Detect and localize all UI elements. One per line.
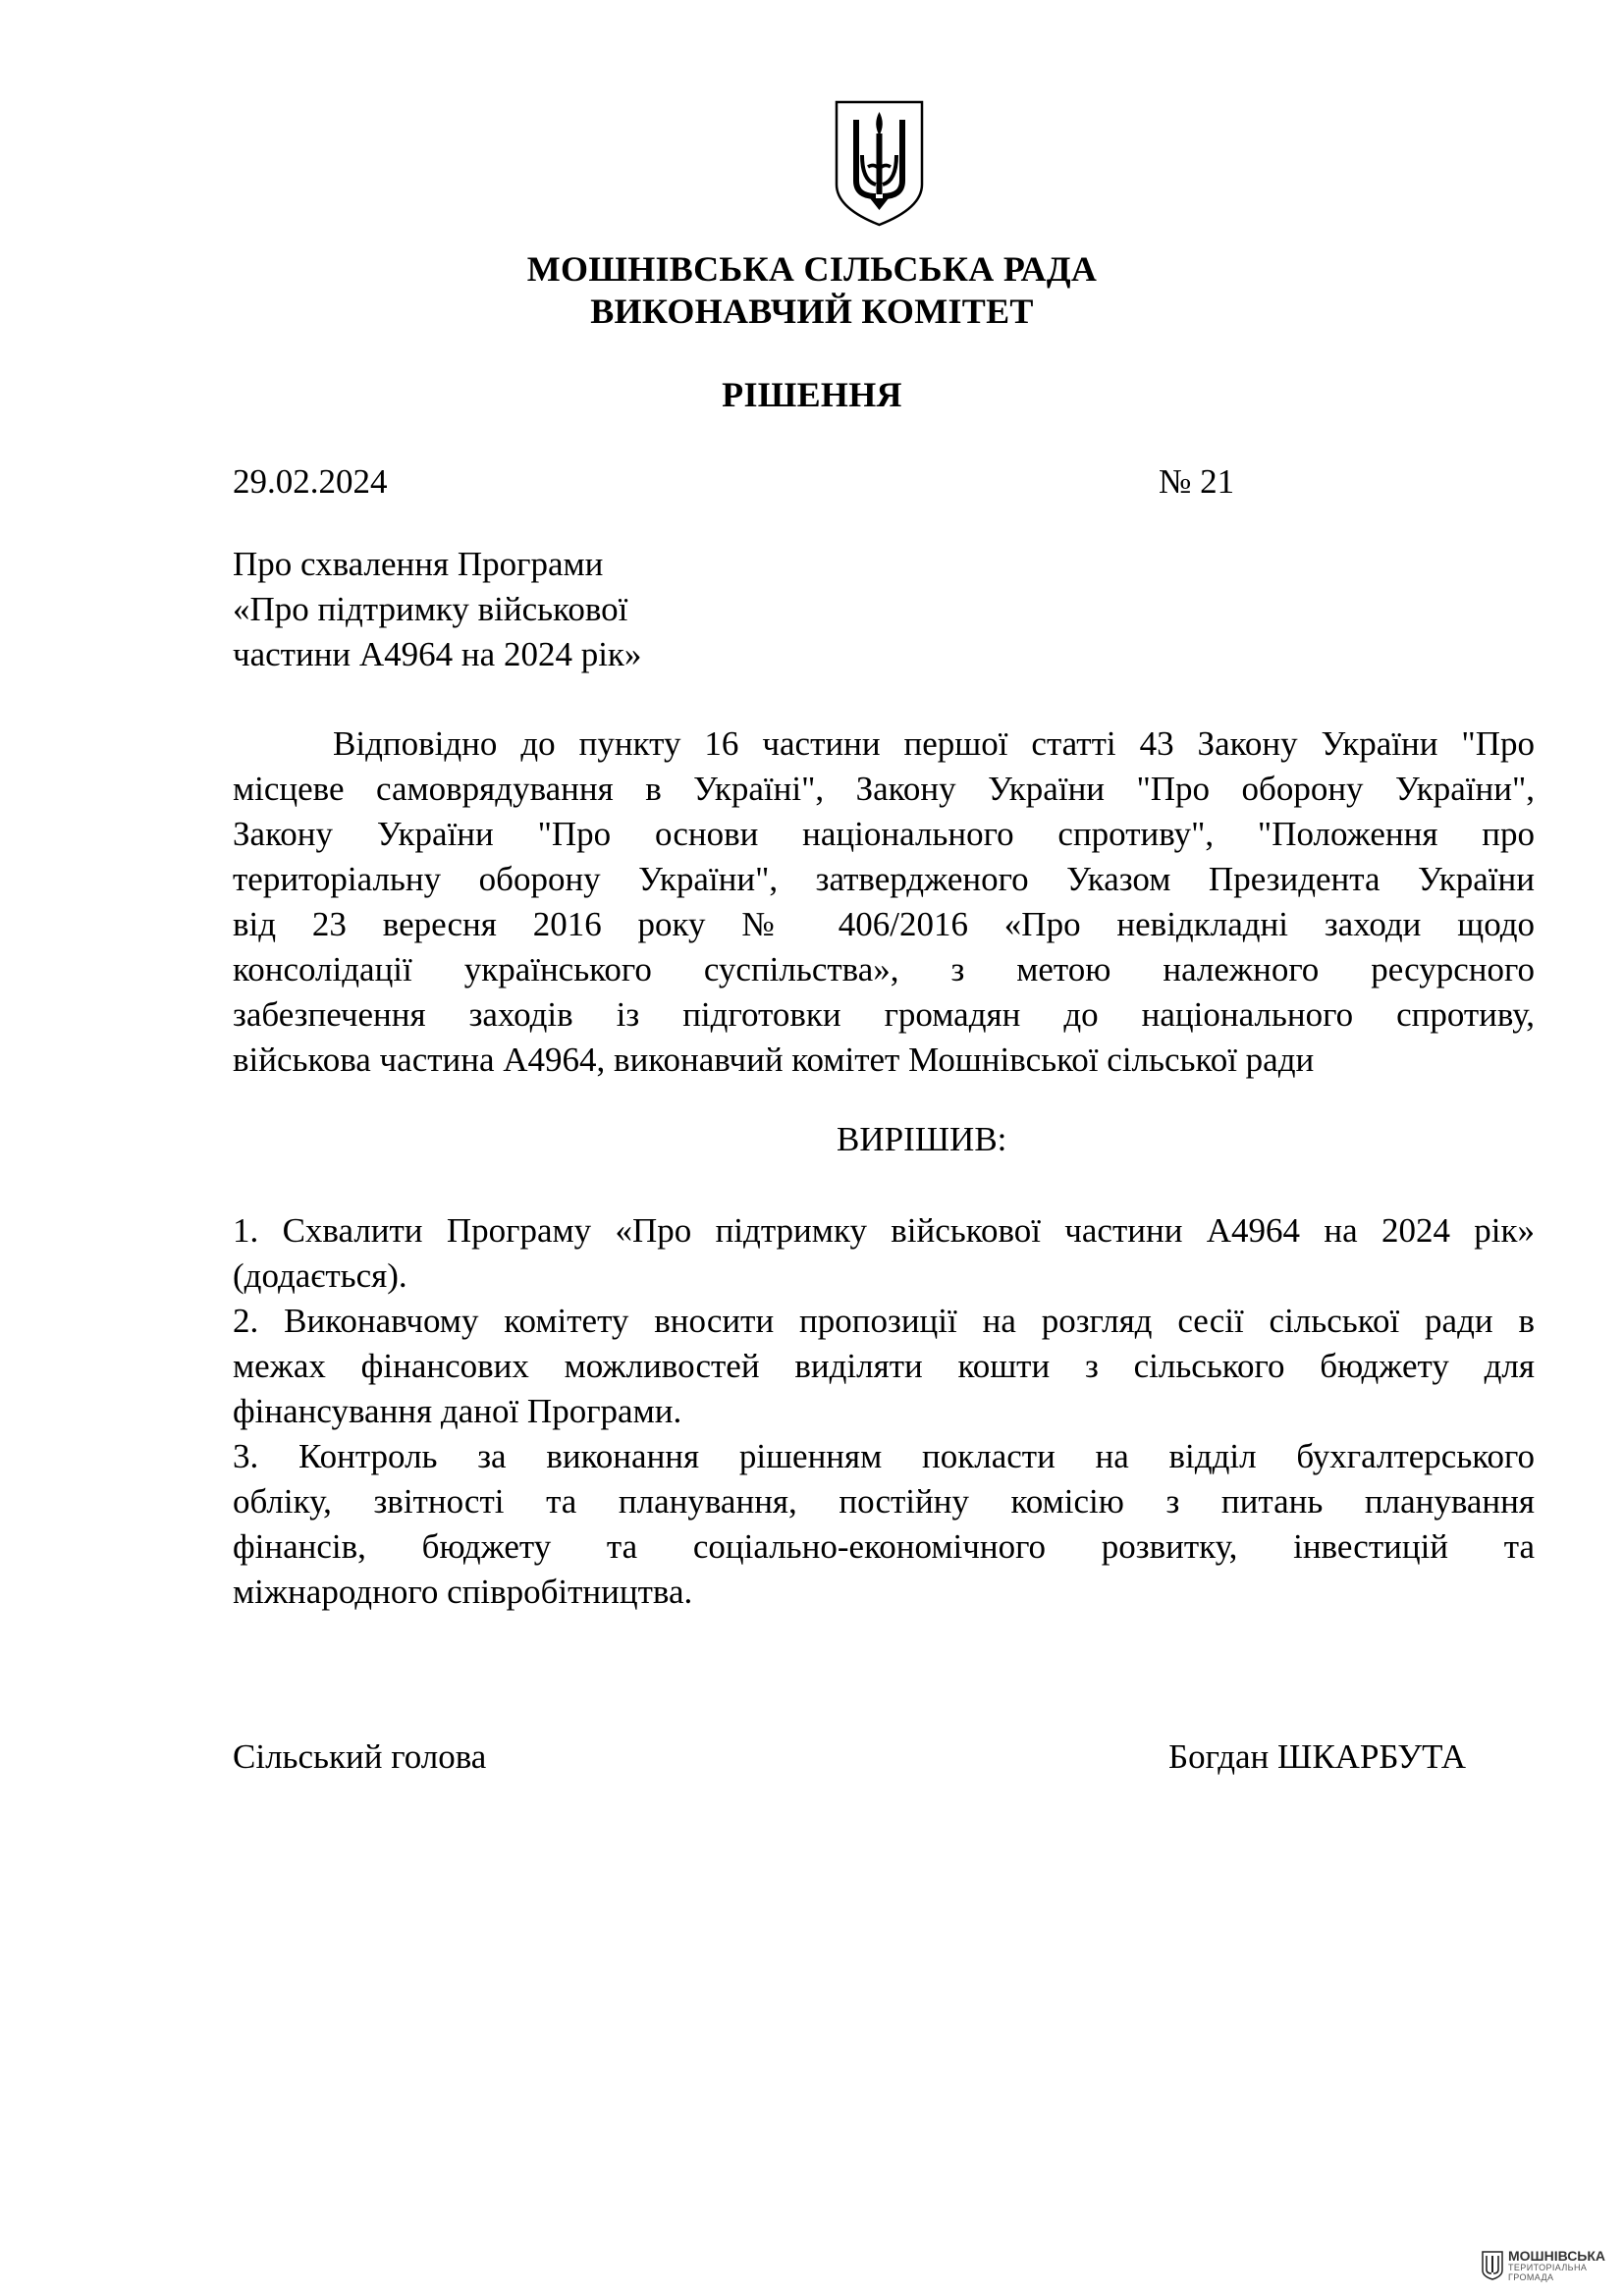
subject-line: «Про підтримку військової <box>233 590 628 628</box>
preamble-line: консолідації українського суспільства», з метою належного ресурсного <box>233 950 1535 988</box>
committee-name: ВИКОНАВЧИЙ КОМІТЕТ <box>590 292 1034 331</box>
decision-date: 29.02.2024 <box>233 462 388 501</box>
item-line: обліку, звітності та планування, постійну комісію з питань планування <box>233 1482 1535 1521</box>
preamble-line: забезпечення заходів із підготовки громадян до національного спротиву, <box>233 995 1535 1034</box>
preamble-paragraph <box>233 721 1535 1083</box>
trident-icon <box>1482 2251 1503 2280</box>
resolved-heading: ВИРІШИВ: <box>837 1120 1007 1158</box>
item-line: 1. Схвалити Програму «Про підтримку військової частини А4964 на 2024 рік» <box>233 1211 1535 1250</box>
item-line: 3. Контроль за виконання рішенням покласти на відділ бухгалтерського <box>233 1437 1535 1475</box>
item-line: (додається). <box>233 1256 407 1295</box>
logo-subtitle: ТЕРИТОРІАЛЬНА <box>1508 2263 1588 2272</box>
subject-line: Про схвалення Програми <box>233 545 604 583</box>
item-line: межах фінансових можливостей виділяти кошти з сільського бюджету для <box>233 1347 1535 1385</box>
preamble-line: місцеве самоврядування в Україні", Закону України "Про оборону України", <box>233 770 1535 808</box>
decision-number: № 21 <box>1159 462 1235 501</box>
preamble-line: Закону України "Про основи національного спротиву", "Положення про <box>233 815 1535 853</box>
preamble-line: територіальну оборону України", затвердженого Указом Президента України <box>233 860 1535 898</box>
document-type: РІШЕННЯ <box>722 375 902 414</box>
signature-name: Богдан ШКАРБУТА <box>1168 1737 1466 1776</box>
preamble-line: Відповідно до пункту 16 частини першої статті 43 Закону України "Про <box>333 724 1535 763</box>
council-name: МОШНІВСЬКА СІЛЬСЬКА РАДА <box>526 249 1098 289</box>
item-line: фінансів, бюджету та соціально-економічного розвитку, інвестицій та <box>233 1527 1535 1566</box>
logo-subtitle: ГРОМАДА <box>1508 2272 1554 2282</box>
item-line: фінансування даної Програми. <box>233 1392 682 1430</box>
item-line: 2. Виконавчому комітету вносити пропозиції на розгляд сесії сільської ради в <box>233 1302 1535 1340</box>
logo-title: МОШНІВСЬКА <box>1508 2248 1606 2264</box>
preamble-line: військова частина А4964, виконавчий комітет Мошнівської сільської ради <box>233 1041 1315 1079</box>
community-logo <box>1482 2249 1605 2282</box>
item-line: міжнародного співробітництва. <box>233 1573 693 1611</box>
decision-items <box>233 1208 1535 1615</box>
subject-line: частини А4964 на 2024 рік» <box>233 635 642 673</box>
coat-of-arms-icon <box>833 98 926 229</box>
signature-position: Сільський голова <box>233 1737 487 1776</box>
preamble-line: від 23 вересня 2016 року № 406/2016 «Про невідкладні заходи щодо <box>233 905 1535 943</box>
